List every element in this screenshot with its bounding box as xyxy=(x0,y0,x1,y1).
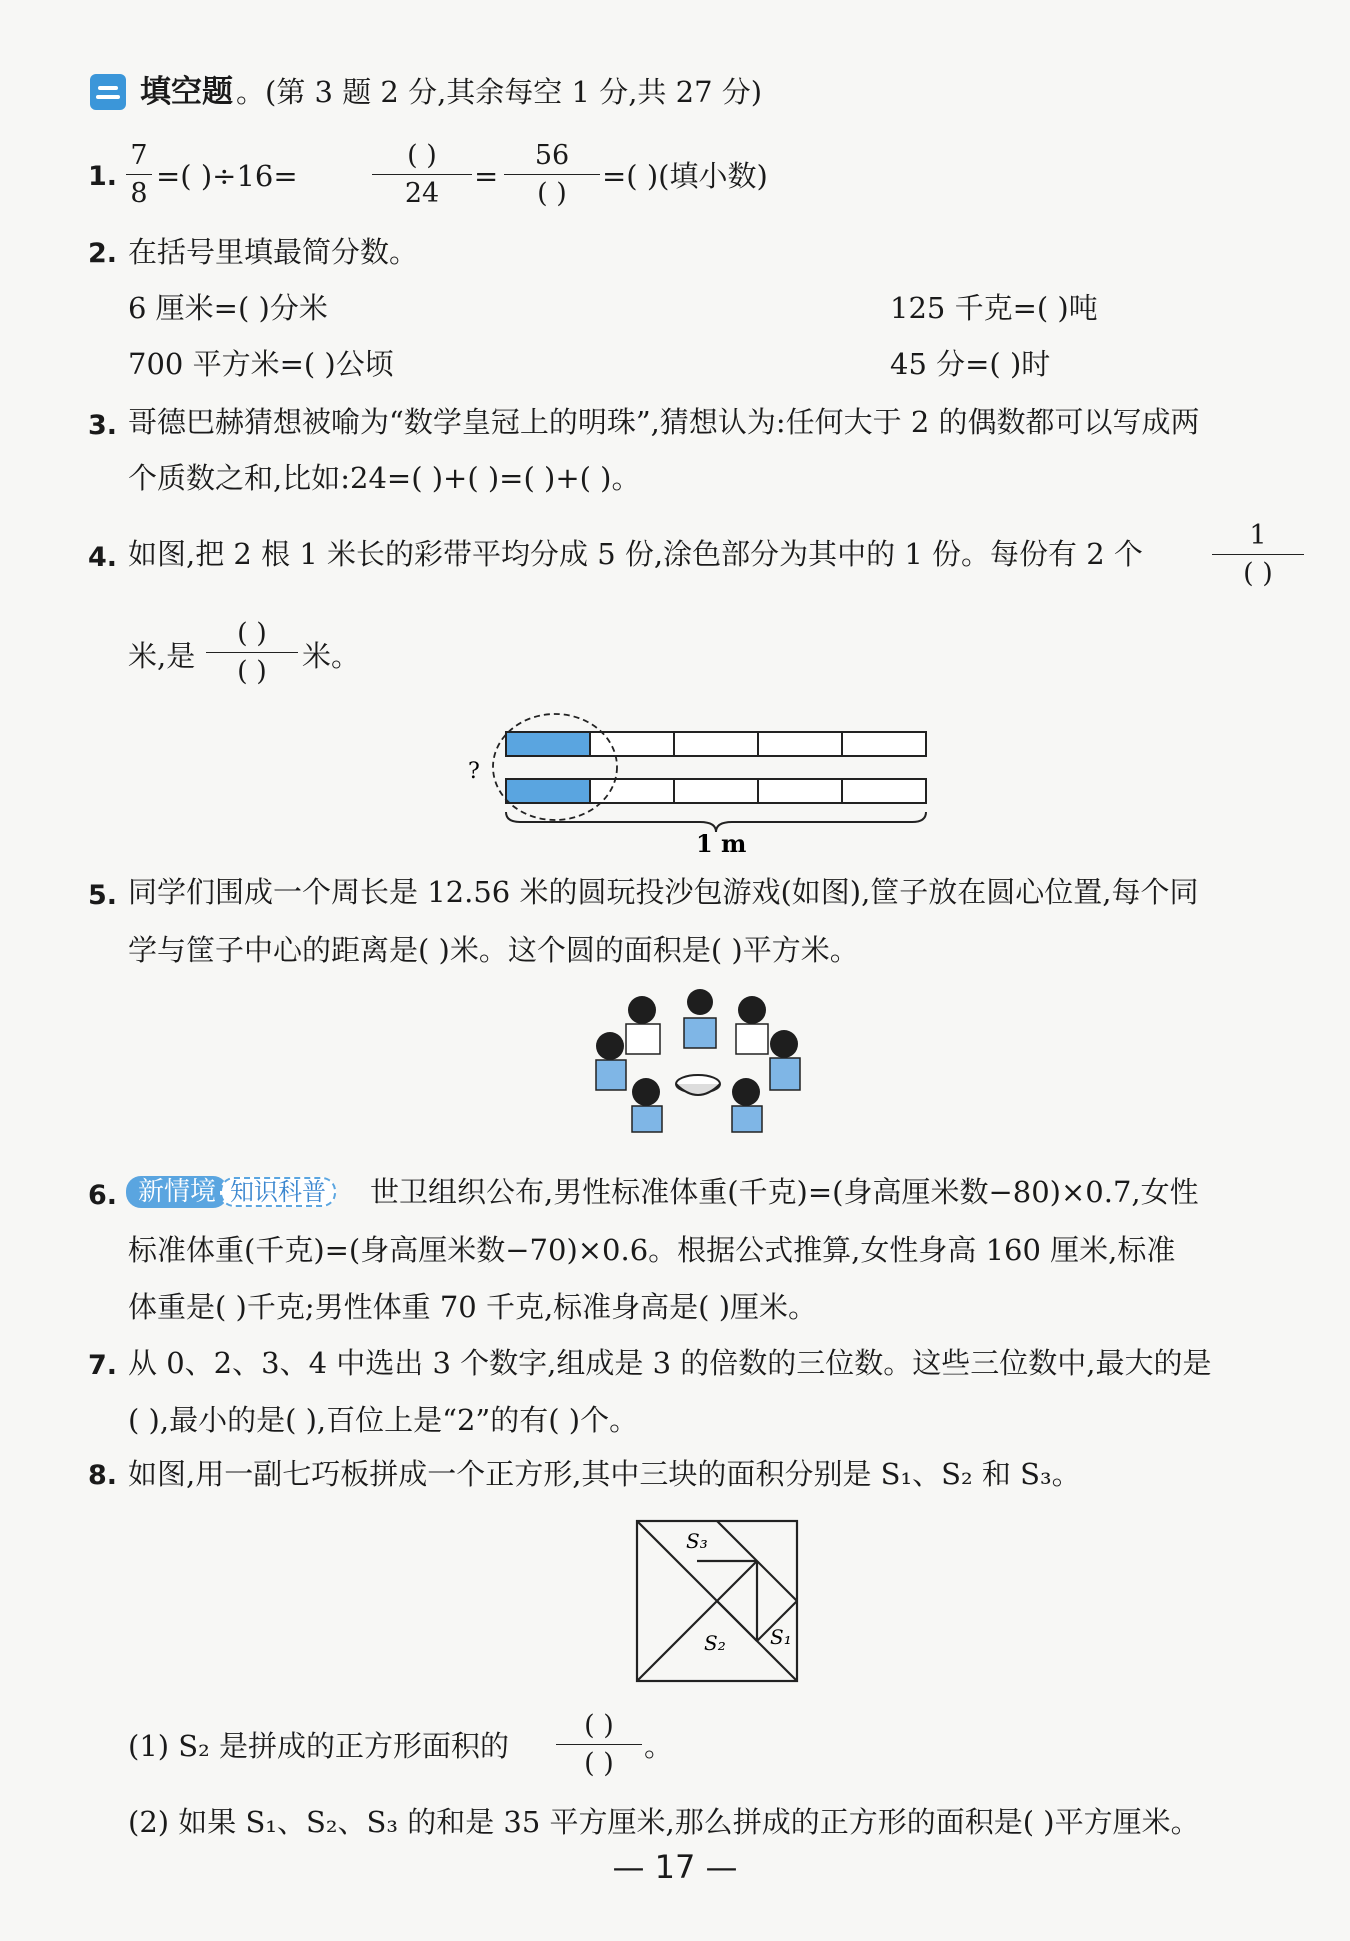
q1-part2: =( )(填小数) xyxy=(602,159,768,193)
q2-number: 2. xyxy=(88,238,118,269)
q2-item-b: 125 千克=( )吨 xyxy=(890,291,1098,325)
q5-number: 5. xyxy=(88,880,118,911)
q6-badges xyxy=(126,1176,336,1208)
q2-text: 在括号里填最简分数。 xyxy=(128,235,419,269)
q1-fa-den: 8 xyxy=(130,178,148,209)
q4-fraction-b xyxy=(206,620,298,685)
q4-line2b: 米。 xyxy=(302,639,361,673)
q7-line1: 从 0、2、3、4 中选出 3 个数字,组成是 3 的倍数的三位数。这些三位数中,最大的是 xyxy=(128,1346,1212,1380)
q2-item-a: 6 厘米=( )分米 xyxy=(128,291,328,325)
fig-question-mark: ? xyxy=(468,759,480,784)
q4-number: 4. xyxy=(88,542,118,573)
tangram-label-s1: S₁ xyxy=(770,1625,792,1649)
children-circle-illustration xyxy=(582,984,812,1152)
q1-fraction-c xyxy=(504,142,600,207)
tangram-line-a xyxy=(637,1561,757,1681)
q5-line1: 同学们围成一个周长是 12.56 米的圆玩投沙包游戏(如图),筐子放在圆心位置,每个同 xyxy=(128,875,1199,909)
badge-knowledge: 知识科普 xyxy=(220,1177,336,1207)
q2-item-d: 45 分=( )时 xyxy=(890,347,1051,381)
page-number: — 17 — xyxy=(612,1848,738,1886)
q1-fc-num: 56 xyxy=(534,140,570,171)
section-note: 。(第 3 题 2 分,其余每空 1 分,共 27 分) xyxy=(236,75,763,109)
q7-number: 7. xyxy=(88,1350,118,1381)
q1-number: 1. xyxy=(88,161,118,192)
q8-sub1-num: ( ) xyxy=(584,1710,614,1741)
q8-sub1-fraction xyxy=(556,1712,642,1777)
tangram-figure xyxy=(634,1518,800,1684)
q8-sub2: (2) 如果 S₁、S₂、S₃ 的和是 35 平方厘米,那么拼成的正方形的面积是( )平方厘米。 xyxy=(128,1805,1200,1839)
q6-line3: 体重是( )千克;男性体重 70 千克,标准身高是( )厘米。 xyxy=(128,1290,818,1324)
q4-fraction-a xyxy=(1212,522,1304,587)
q4-line1: 如图,把 2 根 1 米长的彩带平均分成 5 份,涂色部分为其中的 1 份。每份有 2 个 xyxy=(128,537,1143,571)
q8-sub1b: 。 xyxy=(644,1729,674,1763)
q4-fb-num: ( ) xyxy=(237,618,267,649)
q4-fb-den: ( ) xyxy=(237,656,267,687)
q4-fa-den: ( ) xyxy=(1243,558,1273,589)
q8-number: 8. xyxy=(88,1460,118,1491)
q6-line1: 世卫组织公布,男性标准体重(千克)=(身高厘米数−80)×0.7,女性 xyxy=(370,1175,1199,1209)
q1-fraction-a xyxy=(126,142,152,207)
tangram-label-s3: S₃ xyxy=(686,1529,708,1553)
q4-fa-num: 1 xyxy=(1249,520,1267,551)
q8-sub1a: (1) S₂ 是拼成的正方形面积的 xyxy=(128,1729,510,1763)
ribbon-1 xyxy=(506,732,926,756)
q1-fb-num: ( ) xyxy=(407,140,437,171)
q1-eq: = xyxy=(474,159,499,193)
q1-fb-den: 24 xyxy=(404,178,440,209)
tangram-label-s2: S₂ xyxy=(704,1631,726,1655)
q1-fc-den: ( ) xyxy=(537,178,567,209)
dashed-ellipse xyxy=(493,714,617,820)
q1-fa-num: 7 xyxy=(130,140,148,171)
q3-number: 3. xyxy=(88,410,118,441)
section-two-icon xyxy=(90,74,126,110)
basket-bowl xyxy=(676,1084,720,1095)
q8-sub1-den: ( ) xyxy=(584,1748,614,1779)
q2-item-c: 700 平方米=( )公顷 xyxy=(128,347,394,381)
q6-line2: 标准体重(千克)=(身高厘米数−70)×0.6。根据公式推算,女性身高 160 厘米,标准 xyxy=(128,1233,1176,1267)
q3-line2: 个质数之和,比如:24=( )+( )=( )+( )。 xyxy=(128,461,641,495)
fig-label-1m: 1 m xyxy=(696,829,747,858)
q3-line1: 哥德巴赫猜想被喻为“数学皇冠上的明珠”,猜想认为:任何大于 2 的偶数都可以写成两 xyxy=(128,405,1200,439)
section-title: 填空题 xyxy=(140,74,233,110)
badge-new-context: 新情境 xyxy=(126,1176,228,1208)
ribbon-2 xyxy=(506,779,926,803)
ribbon-figure xyxy=(460,710,940,860)
q8-line1: 如图,用一副七巧板拼成一个正方形,其中三块的面积分别是 S₁、S₂ 和 S₃。 xyxy=(128,1457,1081,1491)
q1-part1: =( )÷16= xyxy=(156,159,298,193)
q5-line2: 学与筐子中心的距离是( )米。这个圆的面积是( )平方米。 xyxy=(128,933,859,967)
q7-line2: ( ),最小的是( ),百位上是“2”的有( )个。 xyxy=(128,1403,639,1437)
q6-number: 6. xyxy=(88,1180,118,1211)
q1-fraction-b xyxy=(372,142,472,207)
q4-line2a: 米,是 xyxy=(128,639,196,673)
